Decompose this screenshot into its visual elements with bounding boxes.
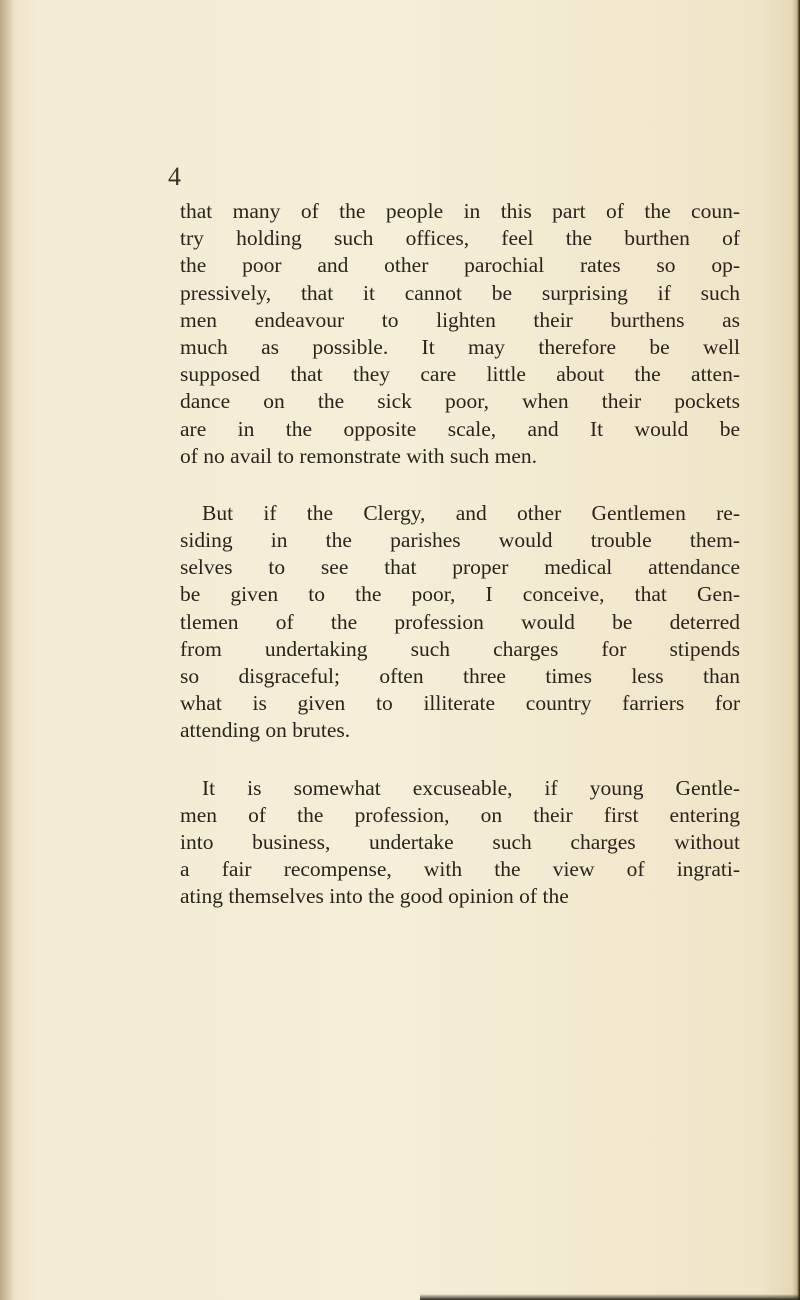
text-line: But if the Clergy, and other Gentlemen re- bbox=[202, 500, 740, 525]
text-line: tlemen of the profession would be deterred bbox=[180, 609, 740, 634]
page-number: 4 bbox=[168, 162, 181, 191]
text-line: pressively, that it cannot be surprising if such bbox=[180, 280, 740, 305]
text-line: ating themselves into the good opinion of the bbox=[180, 884, 569, 909]
paragraph-gap bbox=[180, 470, 740, 500]
text-line: supposed that they care little about the atten- bbox=[180, 362, 740, 387]
text-line: men endeavour to lighten their burthens as bbox=[180, 307, 740, 332]
page-edge-right bbox=[792, 0, 800, 1300]
page-gutter-shadow bbox=[0, 0, 14, 1300]
paragraph-2 bbox=[180, 500, 740, 745]
paragraph-3 bbox=[180, 775, 740, 911]
text-line: siding in the parishes would trouble them- bbox=[180, 528, 740, 553]
paragraph-1 bbox=[180, 198, 740, 470]
text-line: attending on brutes. bbox=[180, 718, 351, 743]
text-line: are in the opposite scale, and It would be bbox=[180, 416, 740, 441]
text-line: much as possible. It may therefore be well bbox=[180, 334, 740, 359]
text-line: be given to the poor, I conceive, that Gen- bbox=[180, 582, 740, 607]
text-line: that many of the people in this part of the coun- bbox=[180, 199, 740, 223]
text-line: so disgraceful; often three times less than bbox=[180, 664, 740, 688]
text-line: into business, undertake such charges without bbox=[180, 829, 740, 854]
text-line: the poor and other parochial rates so op- bbox=[180, 253, 740, 278]
text-line: dance on the sick poor, when their pockets bbox=[180, 389, 740, 414]
text-line: try holding such offices, feel the burthen of bbox=[180, 226, 740, 251]
text-line: a fair recompense, with the view of ingrati- bbox=[180, 857, 740, 882]
page-edge-bottom bbox=[420, 1294, 800, 1300]
text-line: selves to see that proper medical attendance bbox=[180, 555, 740, 580]
text-line: of no avail to remonstrate with such men. bbox=[180, 443, 538, 468]
text-line: what is given to illiterate country farriers for bbox=[180, 691, 740, 716]
text-line: It is somewhat excuseable, if young Gentle- bbox=[202, 775, 740, 800]
paragraph-gap bbox=[180, 745, 740, 775]
body-text bbox=[180, 198, 740, 911]
text-line: from undertaking such charges for stipends bbox=[180, 636, 740, 661]
text-line: men of the profession, on their first entering bbox=[180, 802, 740, 827]
